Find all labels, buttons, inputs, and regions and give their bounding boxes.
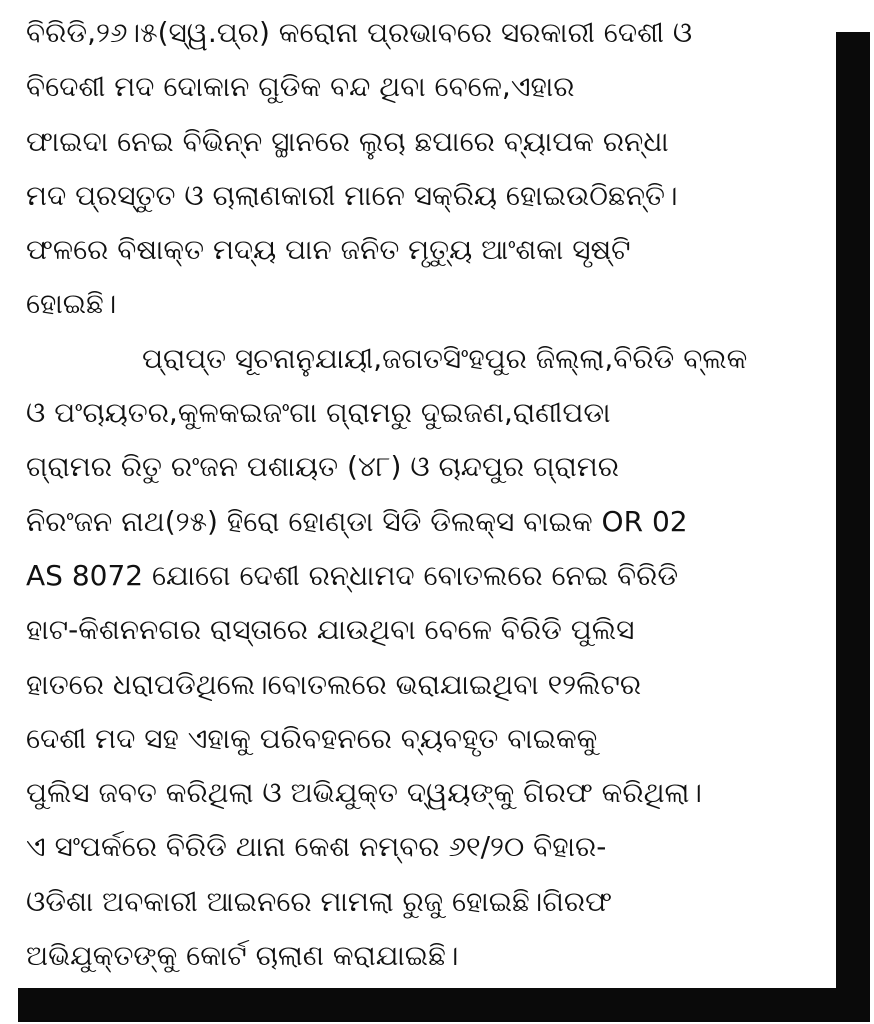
article-line-4: ମଦ ପ୍ରସ୍ତୁତ ଓ ଚାଲାଣକାରୀ ମାନେ ସକ୍ରିୟ ହୋଇଉଠିଛନ୍ତି। (26, 178, 678, 212)
article-line-7: ପ୍ରାପ୍ତ ସୂଚନାନୁଯାୟୀ,ଜଗତସିଂହପୁର ଜିଲ୍ଲା,ବିରିଡି ବ୍ଲକ (142, 341, 748, 375)
article-line-3: ଫାଇଦା ନେଇ ବିଭିନ୍ନ ସ୍ଥାନରେ ଲୁଚା ଛପାରେ ବ୍ୟାପକ ରନ୍ଧା (26, 124, 669, 158)
article-line-1: ବିରିଡି,୨୬।୫(ସ୍ୱ.ପ୍ର) କରୋନା ପ୍ରଭାବରେ ସରକାରୀ ଦେଶୀ ଓ (26, 16, 693, 49)
article-line-15: ପୁଲିସ ଜବତ କରିଥିଲା ଓ ଅଭିଯୁକ୍ତ ଦ୍ୱୟଙ୍କୁ ଗିରଫ କରିଥିଲା। (26, 776, 703, 810)
shadow-bottom-edge (18, 988, 870, 1022)
article-line-6: ହୋଇଛି। (26, 287, 117, 321)
shadow-right-edge (836, 32, 870, 997)
article-line-5: ଫଳରେ ବିଷାକ୍ତ ମଦ୍ୟ ପାନ ଜନିତ ମୃତ୍ୟୁ ଆଂଶକା ସୃଷ୍ଟି (26, 233, 631, 267)
article-line-8: ଓ ପଂଚାୟତର,କୁଳକଇଜଂଗା ଗ୍ରାମରୁ ଦୁଇଜଣ,ରାଣୀପଡା (26, 396, 611, 430)
article-line-18: ଅଭିଯୁକ୍ତଙ୍କୁ କୋର୍ଟ ଚାଲାଣ କରାଯାଇଛି। (26, 939, 459, 973)
article-line-17: ଓଡିଶା ଅବକାରୀ ଆଇନରେ ମାମଲା ରୁଜୁ ହୋଇଛି।ଗିରଫ (26, 884, 612, 918)
article-line-16: ଏ ସଂପର୍କରେ ବିରିଡି ଥାନା କେଶ ନମ୍ବର ୬୧/୨୦ ବିହାର- (26, 830, 607, 864)
article-line-11: AS 8072 ଯୋଗେ ଦେଶୀ ରନ୍ଧାମଦ ବୋତଲରେ ନେଇ ବିରିଡି (26, 558, 679, 592)
article-line-9: ଗ୍ରାମର ରିତୁ ରଂଜନ ପଶାୟତ (୪୮) ଓ ଚାନ୍ଦପୁର ଗ୍ରାମର (26, 450, 619, 484)
article-line-12: ହାଟ-କିଶନନଗର ରାସ୍ତାରେ ଯାଉଥିବା ବେଳେ ବିରିଡି ପୁଲିସ (26, 613, 635, 647)
article-body (26, 6, 826, 983)
article-line-10: ନିରଂଜନ ନାଥ(୨୫) ହିରୋ ହୋଣ୍ଡା ସିଡି ଡିଲକ୍ସ ବାଇକ OR 02 (26, 504, 688, 538)
article-line-13: ହାତରେ ଧରାପଡିଥିଲେ।ବୋତଲରେ ଭରାଯାଇଥିବା ୧୨ଲିଟର (26, 667, 642, 701)
article-line-14: ଦେଶୀ ମଦ ସହ ଏହାକୁ ପରିବହନରେ ବ୍ୟବହୃତ ବାଇକକୁ (26, 721, 598, 755)
article-line-2: ବିଦେଶୀ ମଦ ଦୋକାନ ଗୁଡିକ ବନ୍ଦ ଥିବା ବେଳେ,ଏହାର (26, 70, 575, 104)
